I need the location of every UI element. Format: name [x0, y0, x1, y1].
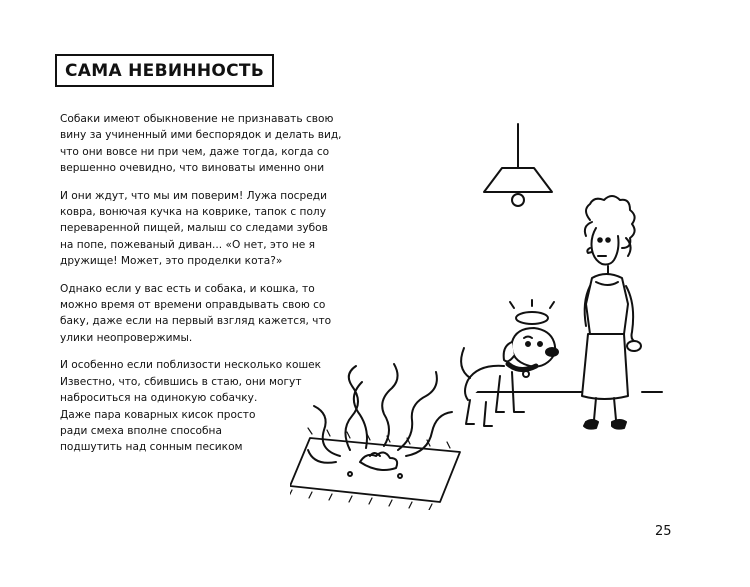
text-line: вершенно очевидно, что виноваты именно они: [60, 162, 325, 175]
text-line: улики неопровержимы.: [60, 331, 193, 344]
text-line: можно время от времени оправдывать свою со: [60, 299, 326, 312]
text-line: ковра, вонючая кучка на коврике, тапок с полу: [60, 206, 326, 219]
text-line: Однако если у вас есть и собака, и кошка, то: [60, 282, 315, 295]
text-line: Собаки имеют обыкновение не признавать свою: [60, 113, 334, 125]
rug-with-mess-icon: [290, 364, 460, 510]
text-line: вину за учиненный ими беспорядок и делать вид,: [60, 129, 342, 142]
text-line: баку, даже если на первый взгляд кажется, что: [60, 315, 332, 328]
ceiling-lamp-icon: [484, 124, 552, 206]
text-line: И особенно если поблизости несколько кошек: [60, 359, 322, 372]
page-title: САМА НЕВИННОСТЬ: [55, 54, 274, 87]
text-line: на попе, пожеваный диван... «О нет, это не я: [60, 238, 316, 251]
text-line: подшутить над сонным песиком: [60, 441, 243, 454]
woman-figure-icon: [582, 196, 641, 429]
page-number: 25: [655, 524, 672, 539]
text-line: И они ждут, что мы им поверим! Лужа посреди: [60, 189, 327, 202]
text-line: Даже пара коварных кисок просто: [60, 408, 256, 421]
text-line: наброситься на одинокую собачку.: [60, 392, 258, 405]
cartoon-illustration: [290, 110, 690, 510]
text-line: переваренной пищей, малыш со следами зубов: [60, 222, 328, 235]
dog-with-halo-icon: [461, 300, 558, 426]
text-line: дружище! Может, это проделки кота?»: [60, 255, 283, 268]
text-line: ради смеха вполне способна: [60, 424, 222, 437]
text-line: что они вовсе ни при чем, даже тогда, когда со: [60, 145, 330, 158]
text-line: Известно, что, сбившись в стаю, они могут: [60, 375, 302, 388]
